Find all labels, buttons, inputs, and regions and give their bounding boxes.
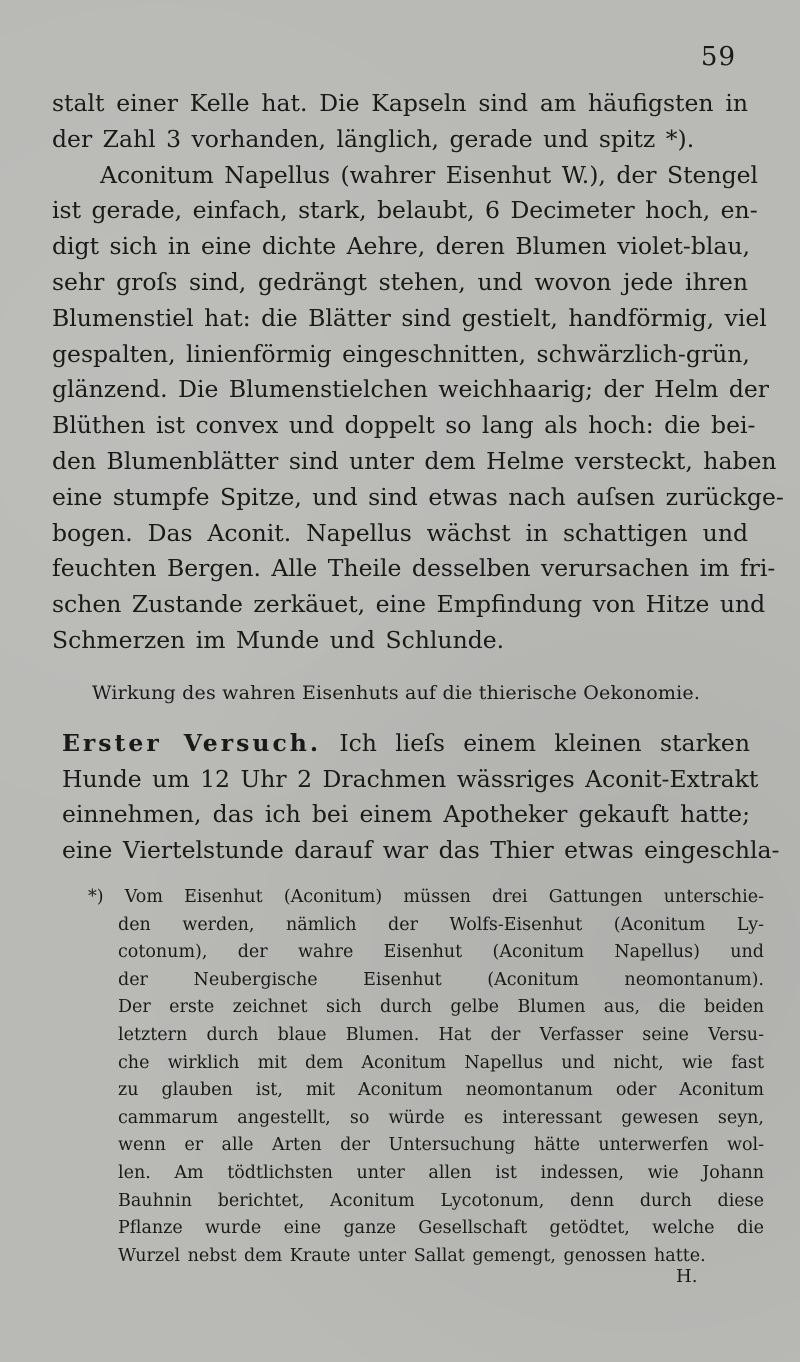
text-line: ist gerade, einfach, stark, belaubt, 6 Decimeter hoch, en-	[52, 196, 758, 225]
text-line: Blüthen ist convex und doppelt so lang als hoch: die bei-	[52, 411, 756, 440]
text-line: sehr groſs sind, gedrängt stehen, und wovon jede ihren	[52, 267, 748, 296]
footnote-signature: H.	[676, 1266, 698, 1287]
footnote-line: cammarum angestellt, so würde es interessant gewesen seyn,	[118, 1107, 764, 1128]
text-line: schen Zustande zerkäuet, eine Empfindung von Hitze und	[52, 590, 766, 619]
text-line: Aconitum Napellus (wahrer Eisenhut W.), der Stengel	[100, 160, 759, 189]
section-heading: Wirkung des wahren Eisenhuts auf die thierische Oekonomie.	[92, 682, 701, 704]
text-line: glänzend. Die Blumenstielchen weichhaarig; der Helm der	[52, 375, 770, 404]
footnote-line: che wirklich mit dem Aconitum Napellus und nicht, wie fast	[118, 1052, 764, 1073]
text-line: Blumenstiel hat: die Blätter sind gestielt, handförmig, viel	[52, 303, 767, 332]
text-line: gespalten, linienförmig eingeschnitten, schwärzlich-grün,	[52, 339, 750, 368]
footnote-line: der Neubergische Eisenhut (Aconitum neomontanum).	[118, 969, 764, 990]
text-line: Schmerzen im Munde und Schlunde.	[52, 625, 505, 654]
text-line	[62, 726, 750, 762]
text-line: digt sich in eine dichte Aehre, deren Blumen violet-blau,	[52, 232, 751, 261]
footnote-line: wenn er alle Arten der Untersuchung hätte unterwerfen wol-	[118, 1135, 764, 1156]
experiment-title: Erster Versuch.	[62, 729, 322, 757]
footnote-line: Bauhnin berichtet, Aconitum Lycotonum, denn durch diese	[118, 1190, 764, 1211]
text-line: Hunde um 12 Uhr 2 Drachmen wässriges Aconit-Extrakt	[62, 764, 759, 793]
page-number: 59	[700, 42, 736, 72]
main-text	[52, 86, 784, 659]
footnote-line: letztern durch blaue Blumen. Hat der Verfasser seine Versu-	[118, 1024, 764, 1045]
footnote-line: Pflanze wurde eine ganze Gesellschaft getödtet, welche die	[118, 1218, 764, 1239]
footnote-line: Der erste zeichnet sich durch gelbe Blumen aus, die beiden	[118, 997, 764, 1018]
text-line: eine stumpfe Spitze, und sind etwas nach auſsen zurückge-	[52, 482, 784, 511]
footnote	[88, 884, 764, 1270]
footnote-line: Wurzel nebst dem Kraute unter Sallat gemengt, genossen hatte.	[118, 1245, 706, 1266]
footnote-line: zu glauben ist, mit Aconitum neomontanum oder Aconitum	[118, 1080, 764, 1101]
text-line: feuchten Bergen. Alle Theile desselben verursachen im fri-	[52, 554, 776, 583]
text-line: einnehmen, das ich bei einem Apotheker gekauft hatte;	[62, 800, 750, 828]
text-line: eine Viertelstunde darauf war das Thier etwas eingeschla-	[62, 835, 780, 864]
text-line: der Zahl 3 vorhanden, länglich, gerade und spitz *).	[52, 124, 695, 153]
text-line: bogen. Das Aconit. Napellus wächst in schattigen und	[52, 518, 748, 547]
text-line: den Blumenblätter sind unter dem Helme versteckt, haben	[52, 446, 777, 475]
footnote-line: cotonum), der wahre Eisenhut (Aconitum Napellus) und	[118, 942, 764, 963]
text-line: stalt einer Kelle hat. Die Kapseln sind am häufigsten in	[52, 89, 748, 117]
footnote-line: *) Vom Eisenhut (Aconitum) müssen drei Gattungen unterschie-	[88, 887, 764, 907]
experiment-text	[62, 726, 780, 868]
footnote-line: len. Am tödtlichsten unter allen ist indessen, wie Johann	[118, 1162, 764, 1183]
footnote-line: den werden, nämlich der Wolfs-Eisenhut (Aconitum Ly-	[118, 914, 764, 935]
text-span: Ich lieſs einem kleinen starken	[339, 729, 750, 757]
